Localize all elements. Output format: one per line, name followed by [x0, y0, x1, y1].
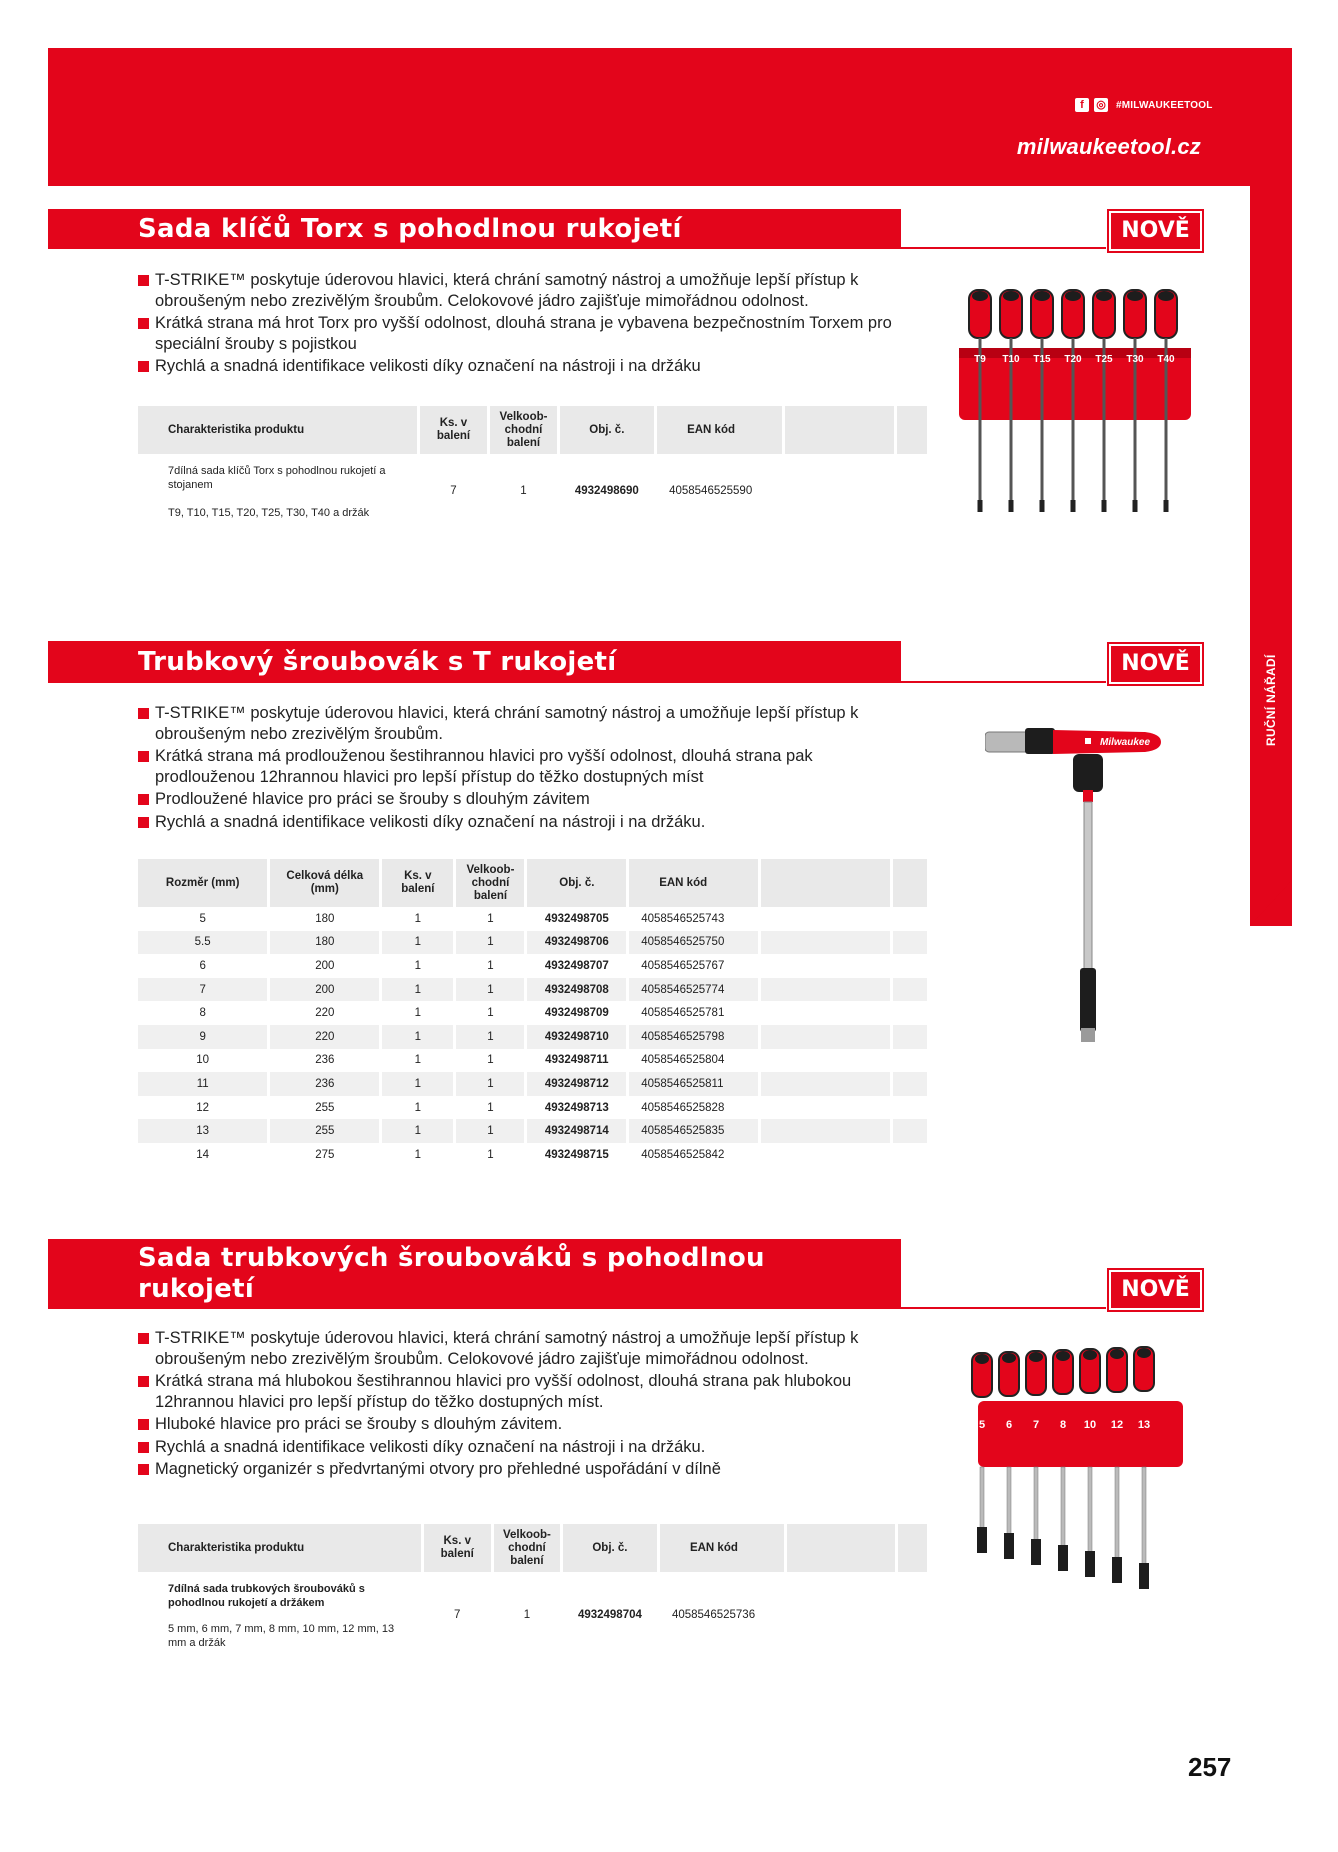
qty-cell: 1 [381, 1096, 455, 1120]
length-cell: 200 [269, 954, 381, 978]
feature-item: Prodloužené hlavice pro práci se šrouby s dlouhým závitem [138, 789, 898, 810]
col-header: EAN kód [656, 406, 783, 454]
feature-list [138, 703, 898, 834]
t-handle-screwdriver-image [985, 728, 1165, 1058]
brand-mark: Milwaukee [1100, 737, 1151, 748]
length-cell: 180 [269, 931, 381, 955]
size-cell: 7 [138, 978, 269, 1002]
length-cell: 275 [269, 1143, 381, 1167]
table-header-row [138, 406, 929, 454]
side-category-label: RUČNÍ NÁŘADÍ [1264, 654, 1278, 746]
table-row [138, 978, 929, 1002]
ean-cell: 4058546525828 [628, 1096, 760, 1120]
col-header: Ks. v balení [418, 406, 489, 454]
table-row [138, 1143, 929, 1167]
table-row [138, 1072, 929, 1096]
wholesale-cell: 1 [455, 1143, 526, 1167]
table-row [138, 1096, 929, 1120]
instagram-icon[interactable]: ◎ [1094, 98, 1108, 112]
order-number-cell: 4932498715 [526, 1143, 628, 1167]
new-badge: NOVĚ [1109, 1270, 1202, 1310]
col-header: Celková délka (mm) [269, 859, 381, 907]
wholesale-cell: 1 [455, 1072, 526, 1096]
ean-cell: 4058546525736 [658, 1572, 785, 1658]
new-badge: NOVĚ [1109, 644, 1202, 684]
qty-cell: 1 [381, 954, 455, 978]
size-label: T10 [1002, 354, 1020, 365]
col-header: Obj. č. [526, 859, 628, 907]
hashtag: #MILWAUKEETOOL [1116, 100, 1213, 111]
qty-cell: 1 [381, 1119, 455, 1143]
ean-cell: 4058546525743 [628, 907, 760, 931]
wholesale-cell: 1 [455, 1025, 526, 1049]
nut-handles [972, 1347, 1154, 1589]
length-cell: 236 [269, 1072, 381, 1096]
wholesale-cell: 1 [455, 1119, 526, 1143]
wholesale-cell: 1 [455, 931, 526, 955]
section-underline [901, 247, 1106, 249]
qty-cell: 1 [381, 1072, 455, 1096]
length-cell: 255 [269, 1119, 381, 1143]
col-header: Velkoob-chodní balení [489, 406, 558, 454]
table-row [138, 1572, 929, 1658]
qty-cell: 1 [381, 931, 455, 955]
length-cell: 200 [269, 978, 381, 1002]
length-cell: 220 [269, 1001, 381, 1025]
size-cell: 13 [138, 1119, 269, 1143]
order-number-cell: 4932498706 [526, 931, 628, 955]
feature-list [138, 1328, 898, 1482]
wholesale-cell: 1 [492, 1572, 561, 1658]
size-label: T9 [974, 354, 986, 365]
section-title: Sada klíčů Torx s pohodlnou rukojetí [48, 209, 901, 249]
order-number-cell: 4932498707 [526, 954, 628, 978]
product-desc: 7dílná sada trubkových šroubováků s pohodlnou rukojetí a držákem [168, 1583, 365, 1609]
col-header: EAN kód [628, 859, 760, 907]
col-header: Velkoob-chodní balení [492, 1524, 561, 1572]
size-cell: 6 [138, 954, 269, 978]
size-cell: 10 [138, 1049, 269, 1073]
table-header-row [138, 859, 929, 907]
feature-item: Magnetický organizér s předvrtanými otvory pro přehledné uspořádání v dílně [138, 1459, 898, 1480]
size-label: T40 [1157, 354, 1175, 365]
order-number-cell: 4932498714 [526, 1119, 628, 1143]
order-number-cell: 4932498712 [526, 1072, 628, 1096]
ean-cell: 4058546525835 [628, 1119, 760, 1143]
website-link[interactable]: milwaukeetool.cz [1016, 134, 1201, 159]
feature-item: Rychlá a snadná identifikace velikosti díky označení na nástroji i na držáku. [138, 812, 898, 833]
size-cell: 8 [138, 1001, 269, 1025]
col-header: Charakteristika produktu [138, 1524, 422, 1572]
wholesale-cell: 1 [455, 978, 526, 1002]
col-header: Velkoob-chodní balení [455, 859, 526, 907]
section-underline [901, 681, 1106, 683]
size-label: T15 [1033, 354, 1051, 365]
order-number-cell: 4932498704 [561, 1572, 658, 1658]
length-cell: 255 [269, 1096, 381, 1120]
product-sub: T9, T10, T15, T20, T25, T30, T40 a držák [168, 507, 370, 519]
col-header: Ks. v balení [422, 1524, 492, 1572]
size-label: T25 [1095, 354, 1113, 365]
ean-cell: 4058546525781 [628, 1001, 760, 1025]
product-table [138, 1524, 930, 1658]
qty-cell: 1 [381, 1049, 455, 1073]
feature-item: Krátká strana má prodlouženou šestihrannou hlavici pro vyšší odolnost, dlouhá strana pak prodlouženou 12hrannou hlavici pro lepší přístup do těžko dostupných míst [138, 746, 898, 787]
feature-item: Rychlá a snadná identifikace velikosti díky označení na nástroji i na držáku [138, 356, 898, 377]
ean-cell: 4058546525811 [628, 1072, 760, 1096]
size-label: T20 [1064, 354, 1082, 365]
table-row [138, 954, 929, 978]
qty-cell: 1 [381, 978, 455, 1002]
qty-cell: 1 [381, 1025, 455, 1049]
torx-set-image [955, 286, 1205, 526]
qty-cell: 1 [381, 1143, 455, 1167]
size-cell: 11 [138, 1072, 269, 1096]
size-cell: 12 [138, 1096, 269, 1120]
section-title: Sada trubkových šroubováků s pohodlnou rukojetí [48, 1239, 901, 1309]
side-band [1250, 186, 1292, 926]
feature-item: Rychlá a snadná identifikace velikosti díky označení na nástroji i na držáku. [138, 1437, 898, 1458]
order-number-cell: 4932498710 [526, 1025, 628, 1049]
product-table [138, 406, 930, 528]
feature-item: Hluboké hlavice pro práci se šrouby s dlouhým závitem. [138, 1414, 898, 1435]
wholesale-cell: 1 [455, 1096, 526, 1120]
col-header-empty [896, 406, 929, 454]
size-cell: 5.5 [138, 931, 269, 955]
order-number-cell: 4932498709 [526, 1001, 628, 1025]
table-header-row [138, 1524, 929, 1572]
facebook-icon[interactable]: f [1075, 98, 1089, 112]
order-number-cell: 4932498690 [558, 454, 656, 528]
table-row [138, 931, 929, 955]
table-row [138, 1025, 929, 1049]
table-row [138, 1119, 929, 1143]
size-cell: 14 [138, 1143, 269, 1167]
table-row [138, 1049, 929, 1073]
size-cell: 5 [138, 907, 269, 931]
size-label: T30 [1126, 354, 1144, 365]
feature-item: Krátká strana má hrot Torx pro vyšší odolnost, dlouhá strana je vybavena bezpečnostním Torxem pro speciální šrouby s pojistkou [138, 313, 898, 354]
size-label: 5 [978, 1419, 986, 1431]
feature-list [138, 270, 898, 379]
product-cell [138, 1572, 422, 1658]
feature-item: T-STRIKE™ poskytuje úderovou hlavici, která chrání samotný nástroj a umožňuje lepší přístup k obroušeným nebo zrezivělým šroubům. [138, 703, 898, 744]
col-header: Obj. č. [561, 1524, 658, 1572]
order-number-cell: 4932498711 [526, 1049, 628, 1073]
qty-cell: 7 [422, 1572, 492, 1658]
product-desc: 7dílná sada klíčů Torx s pohodlnou rukojetí a stojanem [168, 465, 386, 491]
ean-cell: 4058546525767 [628, 954, 760, 978]
wholesale-cell: 1 [489, 454, 558, 528]
page-number: 257 [1188, 1752, 1232, 1782]
col-header: Rozměr (mm) [138, 859, 269, 907]
col-header: Charakteristika produktu [138, 406, 418, 454]
length-cell: 180 [269, 907, 381, 931]
length-cell: 220 [269, 1025, 381, 1049]
header-band [48, 48, 1292, 186]
section-underline [901, 1307, 1106, 1309]
side-band-cut [1250, 880, 1292, 926]
ean-cell: 4058546525590 [656, 454, 783, 528]
size-label: 13 [1137, 1419, 1151, 1431]
qty-cell: 1 [381, 1001, 455, 1025]
nut-driver [1134, 1347, 1154, 1589]
col-header: EAN kód [658, 1524, 785, 1572]
product-sub: 5 mm, 6 mm, 7 mm, 8 mm, 10 mm, 12 mm, 13 mm a držák [168, 1623, 395, 1649]
size-rows [138, 907, 929, 1167]
col-header: Ks. v balení [381, 859, 455, 907]
size-label: 8 [1059, 1419, 1067, 1431]
table-row [138, 1001, 929, 1025]
wholesale-cell: 1 [455, 954, 526, 978]
col-header: Obj. č. [558, 406, 656, 454]
ean-cell: 4058546525774 [628, 978, 760, 1002]
wholesale-cell: 1 [455, 907, 526, 931]
product-cell [138, 454, 418, 528]
size-cell: 9 [138, 1025, 269, 1049]
size-label: 6 [1005, 1419, 1013, 1431]
section-title: Trubkový šroubovák s T rukojetí [48, 641, 901, 683]
ean-cell: 4058546525798 [628, 1025, 760, 1049]
feature-item: Krátká strana má hlubokou šestihrannou hlavici pro vyšší odolnost, dlouhá strana pak hlubokou 12hrannou hlavici pro lepší přístup do těžko dostupných míst. [138, 1371, 898, 1412]
wholesale-cell: 1 [455, 1001, 526, 1025]
size-label: 7 [1032, 1419, 1040, 1431]
wholesale-cell: 1 [455, 1049, 526, 1073]
table-row [138, 454, 929, 528]
size-label: 10 [1083, 1419, 1097, 1431]
table-row [138, 907, 929, 931]
size-table [138, 859, 930, 1167]
feature-item: T-STRIKE™ poskytuje úderovou hlavici, která chrání samotný nástroj a umožňuje lepší přístup k obroušeným nebo zrezivělým šroubům. Celokovové jádro zajišťuje mimořádnou odolnost. [138, 1328, 898, 1369]
col-header-empty [783, 406, 896, 454]
qty-cell: 7 [418, 454, 489, 528]
order-number-cell: 4932498713 [526, 1096, 628, 1120]
feature-item: T-STRIKE™ poskytuje úderovou hlavici, která chrání samotný nástroj a umožňuje lepší přístup k obroušeným nebo zrezivělým šroubům. Celokovové jádro zajišťuje mimořádnou odolnost. [138, 270, 898, 311]
nut-driver-set-image [960, 1345, 1190, 1590]
new-badge: NOVĚ [1109, 211, 1202, 251]
order-number-cell: 4932498708 [526, 978, 628, 1002]
order-number-cell: 4932498705 [526, 907, 628, 931]
length-cell: 236 [269, 1049, 381, 1073]
ean-cell: 4058546525750 [628, 931, 760, 955]
ean-cell: 4058546525804 [628, 1049, 760, 1073]
size-label: 12 [1110, 1419, 1124, 1431]
qty-cell: 1 [381, 907, 455, 931]
ean-cell: 4058546525842 [628, 1143, 760, 1167]
